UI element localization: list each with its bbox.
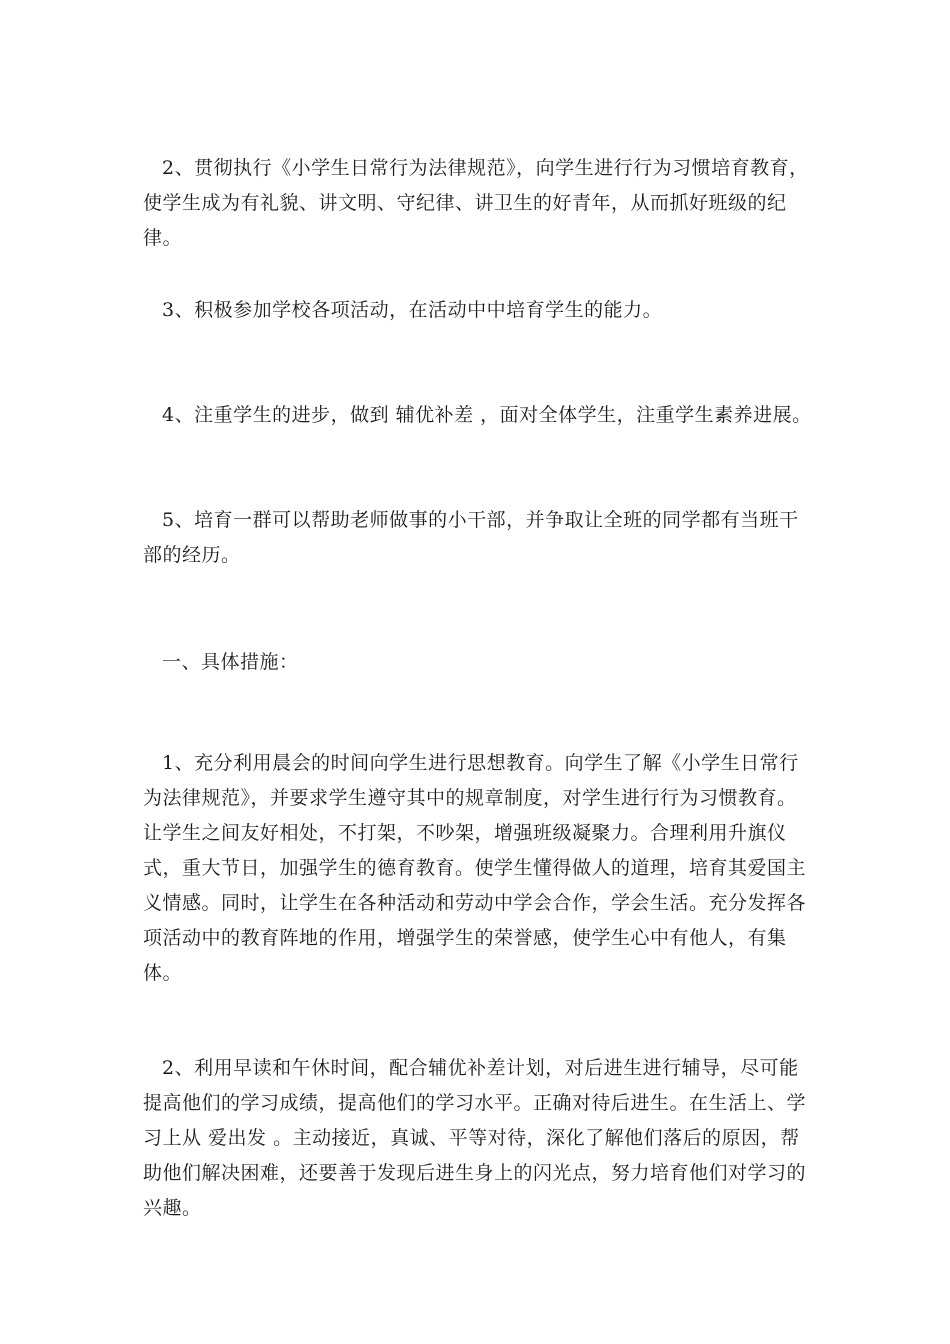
paragraph-goal-4: 4、注重学生的进步，做到 辅优补差 ，面对全体学生，注重学生素养进展。: [162, 404, 812, 426]
paragraph-measure-1: 1、充分利用晨会的时间向学生进行思想教育。向学生了解《小学生日常行为法律规范》，并要求学生遵守其中的规章制度，对学生进行行为习惯教育。让学生之间友好相处，不打架，不吵架，增强班级凝聚力。合理利用升旗仪式，重大节日，加强学生的德育教育。使学生懂得做人的道理，培育其爱国主义情感。同时，让学生在各种活动和劳动中学会合作，学会生活。充分发挥各项活动中的教育阵地的作用，增强学生的荣誉感，使学生心中有他人，有集体。: [143, 752, 807, 984]
paragraph-measure-2: 2、利用早读和午休时间，配合辅优补差计划，对后进生进行辅导，尽可能提高他们的学习成绩，提高他们的学习水平。正确对待后进生。在生活上、学习上从 爱出发 。主动接近，真诚、平等对待，深化了解他们落后的原因，帮助他们解决困难，还要善于发现后进生身上的闪光点，努力培育他们对学习的兴趣。: [143, 1057, 807, 1219]
paragraph-goal-3: 3、积极参加学校各项活动，在活动中中培育学生的能力。: [162, 299, 663, 321]
paragraph-goal-2: 2、贯彻执行《小学生日常行为法律规范》，向学生进行行为习惯培育教育，使学生成为有礼貌、讲文明、守纪律、讲卫生的好青年，从而抓好班级的纪律。: [143, 157, 809, 249]
paragraph-goal-5: 5、培育一群可以帮助老师做事的小干部，并争取让全班的同学都有当班干部的经历。: [143, 509, 799, 566]
section-heading: 一、具体措施：: [162, 651, 299, 673]
